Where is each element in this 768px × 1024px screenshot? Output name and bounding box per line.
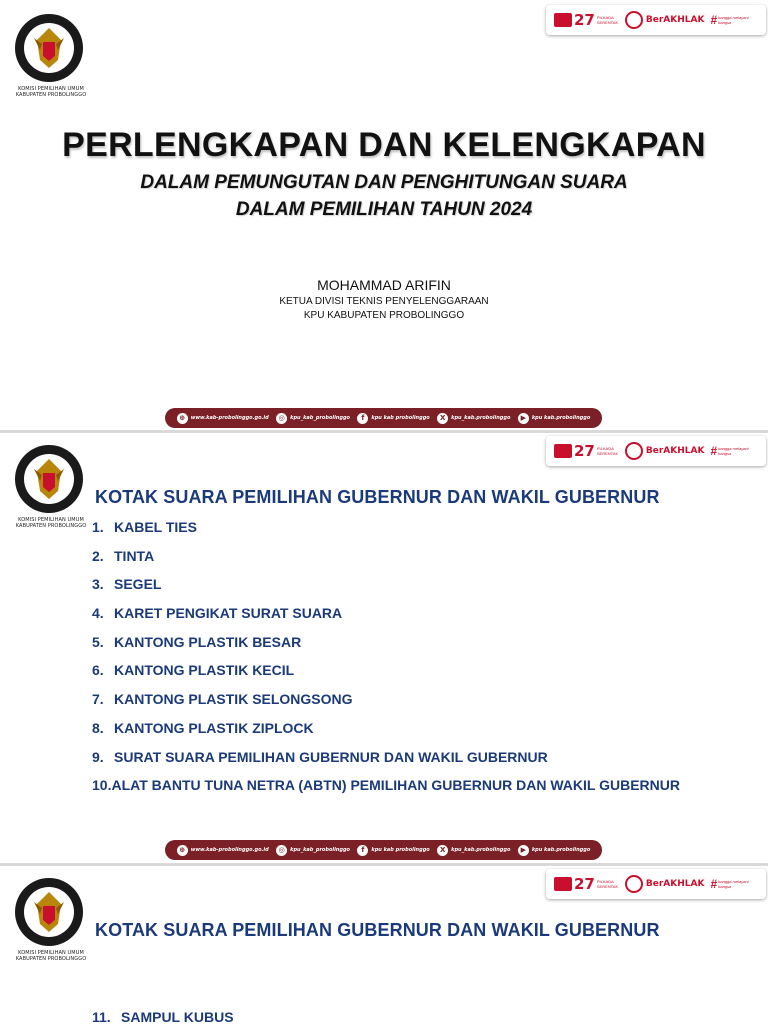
ballot-box-icon	[554, 444, 572, 458]
youtube-icon: ▶	[518, 413, 529, 424]
kpu-emblem-icon	[14, 10, 84, 86]
org-name-line1: KOMISI PEMILIHAN UMUM	[18, 517, 84, 523]
berakhlak-badge	[625, 875, 705, 893]
kpu-logo	[12, 874, 90, 962]
pilkada-badge	[554, 874, 619, 893]
pilkada-number: 27	[574, 10, 595, 29]
pilkada-badge	[554, 10, 619, 29]
kpu-logo	[12, 441, 90, 529]
kpu-emblem-icon	[14, 441, 84, 517]
social-label: kpu_kab.probolinggo	[451, 847, 511, 853]
social-youtube[interactable]	[518, 845, 590, 856]
list-item	[92, 720, 680, 749]
item-text: KANTONG PLASTIK BESAR	[114, 633, 302, 650]
list-slide-1	[0, 433, 768, 863]
list-item	[92, 691, 680, 720]
item-number: 5.	[92, 633, 104, 650]
ballot-box-icon	[554, 13, 572, 27]
social-label: kpu kab.probolinggo	[531, 415, 591, 421]
org-name-line2: KABUPATEN PROBOLINGGO	[15, 956, 87, 962]
berakhlak-icon	[625, 11, 643, 29]
item-number: 10.	[92, 777, 112, 794]
social-facebook[interactable]	[357, 413, 429, 424]
presenter-office: KPU KABUPATEN PROBOLINGGO	[303, 310, 465, 321]
social-instagram[interactable]	[276, 413, 350, 424]
item-number: 9.	[92, 748, 104, 765]
social-youtube[interactable]	[518, 413, 590, 424]
item-number: 6.	[92, 662, 104, 679]
social-label: kpu_kab_probolinggo	[290, 415, 350, 421]
social-media-bar	[165, 840, 602, 860]
org-name-line2: KABUPATEN PROBOLINGGO	[15, 523, 87, 529]
item-text: KANTONG PLASTIK KECIL	[114, 662, 295, 679]
campaign-banner	[546, 5, 766, 35]
berakhlak-badge	[625, 442, 705, 460]
x-icon: X	[437, 845, 448, 856]
item-number: 1.	[92, 519, 104, 535]
social-website[interactable]	[177, 845, 269, 856]
list-item	[92, 1009, 234, 1024]
social-x[interactable]	[437, 413, 510, 424]
slide-heading: KOTAK SUARA PEMILIHAN GUBERNUR DAN WAKIL GUBERNUR	[95, 487, 660, 507]
presenter-role: KETUA DIVISI TEKNIS PENYELENGGARAAN	[279, 296, 489, 307]
item-number: 11.	[92, 1009, 111, 1024]
list-item	[92, 662, 680, 691]
berakhlak-label: BerAKHLAK	[645, 879, 705, 889]
item-number: 3.	[92, 576, 104, 593]
berakhlak-label: BerAKHLAK	[645, 15, 705, 25]
item-text: TINTA	[114, 547, 155, 564]
instagram-icon: ◎	[276, 845, 287, 856]
pilkada-label: PILKADA SERENTAK	[596, 15, 619, 25]
item-text: KABEL TIES	[114, 519, 197, 535]
bangga-melayani-label: bangga melayani bangsa	[718, 446, 749, 456]
pilkada-label: PILKADA SERENTAK	[596, 446, 619, 456]
bangga-melayani-label: bangga melayani bangsa	[718, 15, 749, 25]
list-slide-2	[0, 866, 768, 1024]
org-name-line1: KOMISI PEMILIHAN UMUM	[18, 86, 84, 92]
bangga-melayani-badge	[710, 877, 758, 891]
item-text: SEGEL	[114, 576, 162, 593]
berakhlak-badge	[625, 11, 705, 29]
social-label: kpu kab probolinggo	[371, 415, 430, 421]
list-item	[92, 576, 680, 605]
org-name-line1: KOMISI PEMILIHAN UMUM	[18, 950, 84, 956]
social-facebook[interactable]	[357, 845, 429, 856]
title-slide	[0, 0, 768, 430]
item-text: KANTONG PLASTIK SELONGSONG	[114, 691, 353, 708]
pilkada-number: 27	[574, 441, 595, 460]
globe-icon: ⊕	[177, 845, 188, 856]
org-name-line2: KABUPATEN PROBOLINGGO	[15, 92, 87, 98]
social-x[interactable]	[437, 845, 510, 856]
list-item	[92, 605, 680, 634]
facebook-icon: f	[357, 413, 368, 424]
instagram-icon: ◎	[276, 413, 287, 424]
equipment-list	[92, 519, 680, 806]
youtube-icon: ▶	[518, 845, 529, 856]
item-text: SAMPUL KUBUS	[121, 1009, 234, 1024]
social-label: www.kab-probolinggo.go.id	[190, 847, 269, 853]
social-label: kpu kab probolinggo	[371, 847, 430, 853]
social-media-bar	[165, 408, 602, 428]
berakhlak-icon	[625, 442, 643, 460]
bangga-melayani-label: bangga melayani bangsa	[718, 879, 749, 889]
social-website[interactable]	[177, 413, 269, 424]
bangga-melayani-badge	[710, 13, 758, 27]
subtitle-line2: DALAM PEMILIHAN TAHUN 2024	[235, 199, 533, 220]
list-item	[92, 519, 680, 548]
item-text: KANTONG PLASTIK ZIPLOCK	[114, 719, 314, 736]
pilkada-badge	[554, 441, 619, 460]
hashtag-icon: #	[710, 877, 718, 891]
kpu-logo	[12, 10, 90, 98]
item-text: SURAT SUARA PEMILIHAN GUBERNUR DAN WAKIL GUBERNUR	[114, 748, 548, 765]
social-label: kpu_kab.probolinggo	[451, 415, 511, 421]
facebook-icon: f	[357, 845, 368, 856]
social-label: kpu kab.probolinggo	[531, 847, 591, 853]
ballot-box-icon	[554, 877, 572, 891]
pilkada-number: 27	[574, 874, 595, 893]
main-title: PERLENGKAPAN DAN KELENGKAPAN	[62, 126, 706, 164]
globe-icon: ⊕	[177, 413, 188, 424]
list-item	[92, 548, 680, 577]
list-item	[92, 634, 680, 663]
slide-heading: KOTAK SUARA PEMILIHAN GUBERNUR DAN WAKIL GUBERNUR	[95, 920, 660, 940]
hashtag-icon: #	[710, 13, 718, 27]
social-label: www.kab-probolinggo.go.id	[190, 415, 269, 421]
subtitle-line1: DALAM PEMUNGUTAN DAN PENGHITUNGAN SUARA	[140, 172, 628, 193]
item-number: 8.	[92, 719, 104, 736]
social-instagram[interactable]	[276, 845, 350, 856]
list-item	[92, 749, 680, 778]
hashtag-icon: #	[710, 444, 718, 458]
item-text: KARET PENGIKAT SURAT SUARA	[114, 605, 343, 622]
item-number: 2.	[92, 547, 104, 564]
berakhlak-label: BerAKHLAK	[645, 446, 705, 456]
social-label: kpu_kab_probolinggo	[290, 847, 350, 853]
item-number: 7.	[92, 691, 104, 708]
item-number: 4.	[92, 605, 104, 622]
item-text: ALAT BANTU TUNA NETRA (ABTN) PEMILIHAN GUBERNUR DAN WAKIL GUBERNUR	[111, 777, 680, 794]
campaign-banner	[546, 869, 766, 899]
x-icon: X	[437, 413, 448, 424]
bangga-melayani-badge	[710, 444, 758, 458]
presenter-name: MOHAMMAD ARIFIN	[317, 277, 451, 293]
list-item	[92, 777, 680, 806]
campaign-banner	[546, 436, 766, 466]
pilkada-label: PILKADA SERENTAK	[596, 879, 619, 889]
equipment-list	[92, 1009, 234, 1024]
berakhlak-icon	[625, 875, 643, 893]
kpu-emblem-icon	[14, 874, 84, 950]
